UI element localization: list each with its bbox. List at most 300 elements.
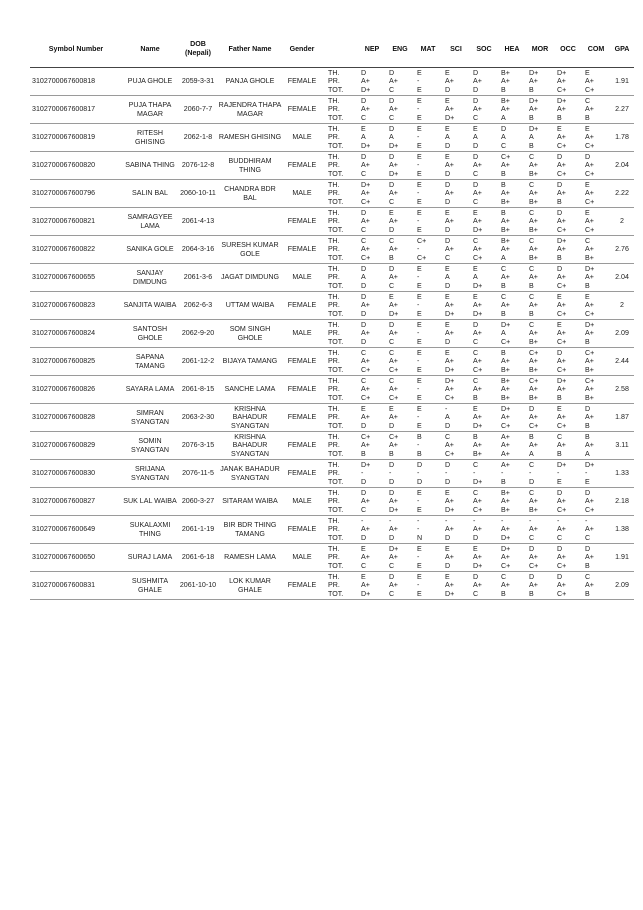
grade-th: E (557, 320, 562, 329)
grade-th: E (417, 348, 422, 357)
grade-th: C (473, 348, 479, 357)
dob-cell: 2060-7-7 (183, 105, 213, 114)
header-nep: NEP (358, 31, 386, 68)
grade-cell-sci (442, 404, 470, 432)
grade-stack (386, 405, 414, 431)
grade-stack (554, 293, 582, 319)
grade-th: B+ (501, 236, 510, 245)
grade-pr: A+ (585, 581, 594, 590)
grade-pr: A+ (389, 245, 398, 254)
grade-type-pr: PR. (328, 553, 340, 562)
grade-tot: B (501, 589, 506, 598)
symbol-number-cell: 3102700067600827 (32, 497, 96, 506)
grade-th: E (417, 180, 422, 189)
grade-stack (386, 461, 414, 487)
grade-cell-nep (358, 404, 386, 432)
grade-tot: C+ (557, 421, 567, 430)
grade-cell-eng (386, 68, 414, 96)
grade-pr: A+ (529, 245, 538, 254)
dob-cell: 2063-2-30 (181, 413, 215, 422)
grade-cell-nep (358, 292, 386, 320)
gender-cell: FEMALE (287, 469, 317, 478)
grade-stack (358, 125, 386, 151)
grade-th: E (445, 348, 450, 357)
grade-type-tot: TOT. (328, 365, 344, 374)
grade-th: E (473, 124, 478, 133)
grade-stack (442, 153, 470, 179)
grade-th: C+ (417, 236, 427, 245)
grade-type-stack (326, 125, 358, 151)
grade-tot: D+ (501, 533, 511, 542)
grade-th: E (417, 208, 422, 217)
grade-tot: C+ (585, 169, 595, 178)
grade-tot: C+ (501, 421, 511, 430)
grade-type-stack (326, 377, 358, 403)
grade-tot: D+ (389, 309, 399, 318)
grade-stack (498, 405, 526, 431)
grade-type-labels (322, 348, 358, 376)
grade-stack (526, 545, 554, 571)
grade-stack (470, 265, 498, 291)
grade-cell-nep (358, 544, 386, 572)
grade-stack (470, 349, 498, 375)
grade-tot: D (529, 477, 535, 486)
grade-th: E (445, 152, 450, 161)
grade-tot: B (585, 589, 590, 598)
grade-pr: A+ (361, 329, 370, 338)
grade-tot: C+ (361, 393, 371, 402)
grade-pr: A+ (473, 161, 482, 170)
grade-th: E (473, 544, 478, 553)
grade-th: C (501, 572, 507, 581)
grade-tot: C+ (557, 365, 567, 374)
student-name-cell: SUSHMITA GHALE (131, 576, 169, 594)
grade-type-th: TH. (328, 124, 340, 133)
grade-pr: A (473, 273, 478, 282)
grade-pr: A+ (389, 329, 398, 338)
grade-th: D (361, 96, 367, 105)
grade-tot: D+ (473, 309, 483, 318)
grade-stack (498, 321, 526, 347)
grade-stack (442, 433, 470, 459)
grade-tot: C (389, 197, 395, 206)
grade-tot: B+ (529, 337, 538, 346)
grade-tot: C+ (361, 197, 371, 206)
grade-stack (386, 433, 414, 459)
grade-pr: A+ (501, 357, 510, 366)
grade-tot: C+ (585, 197, 595, 206)
father-name-cell: RAMESH GHISING (218, 133, 282, 142)
grade-type-labels (322, 572, 358, 600)
grade-stack (414, 377, 442, 403)
grade-tot: C (473, 589, 479, 598)
results-sheet (30, 31, 630, 600)
grade-type-stack (326, 293, 358, 319)
grade-pr: - (361, 469, 364, 478)
grade-tot: D+ (361, 141, 371, 150)
grade-pr: A+ (585, 525, 594, 534)
grade-stack (470, 181, 498, 207)
grade-cell-soc (470, 96, 498, 124)
grade-pr: A+ (389, 441, 398, 450)
grade-type-th: TH. (328, 460, 340, 469)
grade-tot: D (361, 477, 367, 486)
grade-type-stack (326, 573, 358, 599)
grade-pr: A+ (529, 77, 538, 86)
grade-pr: A+ (585, 189, 594, 198)
grade-cell-mat (414, 180, 442, 208)
grade-tot: C+ (501, 337, 511, 346)
grade-pr: A (361, 133, 366, 142)
grade-pr: A+ (585, 77, 594, 86)
grade-stack (386, 97, 414, 123)
father-name-cell: SANCHE LAMA (224, 385, 276, 394)
grade-th: D (445, 236, 451, 245)
grade-pr: A+ (557, 301, 566, 310)
grade-tot: C+ (389, 365, 399, 374)
grade-th: E (585, 208, 590, 217)
header-symbol-number: Symbol Number (30, 31, 122, 68)
grade-stack (358, 377, 386, 403)
gpa-cell: 2.04 (615, 273, 629, 282)
grade-stack (582, 293, 610, 319)
grade-th: C (473, 488, 479, 497)
grade-pr: A+ (361, 161, 370, 170)
grade-tot: C (361, 561, 367, 570)
grade-stack (582, 489, 610, 515)
grade-stack (414, 489, 442, 515)
grade-cell-hea (498, 404, 526, 432)
grade-th: - (417, 516, 420, 525)
grade-stack (582, 573, 610, 599)
grade-cell-soc (470, 180, 498, 208)
grade-stack (526, 97, 554, 123)
grade-pr: - (417, 497, 420, 506)
grade-th: C (529, 264, 535, 273)
grade-tot: C (585, 533, 591, 542)
grade-tot: N (417, 533, 423, 542)
grade-tot: C (389, 85, 395, 94)
grade-pr: A+ (557, 357, 566, 366)
grade-stack (582, 181, 610, 207)
grade-stack (470, 573, 498, 599)
grade-cell-occ (554, 236, 582, 264)
grade-th: E (417, 544, 422, 553)
grade-pr: - (417, 161, 420, 170)
grade-cell-com (582, 348, 610, 376)
grade-tot: C+ (557, 561, 567, 570)
grade-th: D (529, 404, 535, 413)
grade-th: C (585, 236, 591, 245)
father-name-cell: BIR BDR THING TAMANG (223, 520, 277, 538)
grade-cell-mor (526, 488, 554, 516)
grade-cell-soc (470, 432, 498, 460)
grade-stack (442, 321, 470, 347)
grade-cell-soc (470, 516, 498, 544)
father-name-cell: RAJENDRA THAPA MAGAR (218, 100, 282, 118)
grade-tot: D (473, 85, 479, 94)
grade-th: E (445, 264, 450, 273)
grade-type-pr: PR. (328, 301, 340, 310)
grade-pr: A+ (585, 133, 594, 142)
student-name-cell: SUKALAXMI THING (129, 520, 171, 538)
grade-pr: A+ (585, 413, 594, 422)
grade-tot: E (417, 421, 422, 430)
symbol-number-cell: 3102700067600821 (32, 217, 96, 226)
grade-stack (498, 517, 526, 543)
grade-pr: A+ (585, 357, 594, 366)
grade-pr: A+ (585, 441, 594, 450)
student-name-cell: SURAJ LAMA (127, 553, 173, 562)
father-name-cell: JAGAT DIMDUNG (220, 273, 280, 282)
grade-th: D+ (557, 236, 567, 245)
grade-tot: B (557, 113, 562, 122)
grade-cell-mat (414, 96, 442, 124)
grade-cell-nep (358, 432, 386, 460)
grade-pr: A+ (473, 525, 482, 534)
grade-cell-mat (414, 376, 442, 404)
grade-type-tot: TOT. (328, 505, 344, 514)
grade-pr: A+ (361, 217, 370, 226)
grade-pr: A+ (501, 105, 510, 114)
grade-stack (414, 461, 442, 487)
grade-stack (358, 321, 386, 347)
grade-tot: B (501, 309, 506, 318)
grade-cell-nep (358, 264, 386, 292)
gender-cell: FEMALE (287, 413, 317, 422)
grade-th: E (417, 124, 422, 133)
father-name-cell: CHANDRA BDR BAL (224, 184, 276, 202)
grade-pr: A+ (501, 553, 510, 562)
grade-cell-eng (386, 544, 414, 572)
grade-tot: E (417, 85, 422, 94)
grade-cell-nep (358, 96, 386, 124)
grade-type-stack (326, 433, 358, 459)
grade-pr: - (417, 329, 420, 338)
gpa-cell: 3.11 (615, 441, 629, 450)
grade-cell-mor (526, 516, 554, 544)
grade-pr: A+ (585, 273, 594, 282)
grade-tot: C+ (585, 505, 595, 514)
grade-th: E (417, 264, 422, 273)
grade-tot: D+ (473, 225, 483, 234)
grade-stack (386, 125, 414, 151)
grade-tot: C+ (473, 253, 483, 262)
gpa-cell: 2.76 (615, 245, 629, 254)
symbol-number-cell: 3102700067600822 (32, 245, 96, 254)
grade-pr: A+ (361, 413, 370, 422)
gender-cell: FEMALE (287, 105, 317, 114)
grade-pr: A (501, 133, 506, 142)
grade-stack (386, 181, 414, 207)
grade-th: - (473, 516, 476, 525)
grade-cell-eng (386, 124, 414, 152)
grade-th: E (361, 124, 366, 133)
gpa-cell: 2.22 (615, 189, 629, 198)
grade-tot: A+ (501, 449, 510, 458)
grade-stack (554, 69, 582, 95)
grade-cell-hea (498, 320, 526, 348)
grade-cell-com (582, 404, 610, 432)
table-row (30, 516, 634, 544)
table-row (30, 152, 634, 180)
grade-pr: A+ (501, 525, 510, 534)
grade-tot: B (557, 197, 562, 206)
grade-pr: - (417, 189, 420, 198)
grade-tot: C+ (557, 337, 567, 346)
grade-tot: B+ (501, 225, 510, 234)
grade-cell-hea (498, 432, 526, 460)
grade-type-pr: PR. (328, 413, 340, 422)
grade-tot: D (389, 225, 395, 234)
header-sci: SCI (442, 31, 470, 68)
grade-tot: C+ (445, 449, 455, 458)
grade-pr: - (417, 553, 420, 562)
grade-type-th: TH. (328, 488, 340, 497)
grade-tot: B+ (529, 253, 538, 262)
grade-cell-soc (470, 404, 498, 432)
grade-th: C (529, 320, 535, 329)
header-grade-type (322, 31, 358, 68)
grade-pr: A+ (557, 525, 566, 534)
grade-stack (498, 153, 526, 179)
grade-tot: D (445, 561, 451, 570)
grade-type-tot: TOT. (328, 561, 344, 570)
symbol-number-cell: 3102700067600818 (32, 77, 96, 86)
grade-cell-occ (554, 488, 582, 516)
table-row (30, 236, 634, 264)
grade-th: E (417, 488, 422, 497)
grade-stack (358, 97, 386, 123)
grade-type-th: TH. (328, 180, 340, 189)
grade-type-tot: TOT. (328, 309, 344, 318)
grade-cell-eng (386, 348, 414, 376)
grade-stack (526, 209, 554, 235)
grade-cell-hea (498, 68, 526, 96)
grade-stack (470, 321, 498, 347)
grade-th: D (557, 488, 563, 497)
grade-pr: - (417, 385, 420, 394)
grade-cell-com (582, 236, 610, 264)
grade-tot: E (417, 561, 422, 570)
grade-stack (554, 517, 582, 543)
grade-cell-nep (358, 572, 386, 600)
grade-th: D (557, 348, 563, 357)
grade-type-th: TH. (328, 348, 340, 357)
grade-cell-mor (526, 544, 554, 572)
grade-th: E (445, 544, 450, 553)
grade-pr: A+ (557, 581, 566, 590)
gender-cell: MALE (292, 329, 312, 338)
grade-stack (470, 69, 498, 95)
grade-stack (442, 489, 470, 515)
grade-tot: B (389, 253, 394, 262)
grade-cell-occ (554, 152, 582, 180)
grade-cell-mat (414, 124, 442, 152)
grade-th: D (473, 68, 479, 77)
grade-pr: A+ (389, 189, 398, 198)
grade-tot: C (389, 561, 395, 570)
grade-cell-nep (358, 208, 386, 236)
grade-tot: D (445, 421, 451, 430)
grade-pr: A (445, 273, 450, 282)
grade-th: E (417, 96, 422, 105)
grade-tot: C+ (557, 85, 567, 94)
grade-pr: A (445, 413, 450, 422)
grade-cell-com (582, 96, 610, 124)
grade-th: D+ (501, 320, 511, 329)
grade-pr: A+ (557, 273, 566, 282)
grade-stack (526, 489, 554, 515)
grade-cell-eng (386, 236, 414, 264)
grade-type-th: TH. (328, 404, 340, 413)
grade-cell-nep (358, 320, 386, 348)
gpa-cell: 2.18 (615, 497, 629, 506)
gpa-cell: 2 (620, 301, 624, 310)
grade-cell-nep (358, 180, 386, 208)
grade-type-th: TH. (328, 264, 340, 273)
grade-cell-eng (386, 516, 414, 544)
header-name: Name (122, 31, 178, 68)
grade-stack (470, 489, 498, 515)
gender-cell: FEMALE (287, 385, 317, 394)
grade-stack (358, 153, 386, 179)
grade-type-tot: TOT. (328, 281, 344, 290)
grade-tot: D (361, 533, 367, 542)
grade-cell-mor (526, 348, 554, 376)
grade-pr: - (445, 469, 448, 478)
grade-tot: D+ (473, 477, 483, 486)
grade-stack (582, 405, 610, 431)
grade-stack (442, 517, 470, 543)
dob-cell: 2061-4-13 (181, 217, 215, 226)
results-body (30, 68, 634, 600)
grade-stack (526, 125, 554, 151)
grade-tot: B+ (585, 393, 594, 402)
grade-type-th: TH. (328, 544, 340, 553)
grade-pr: A+ (389, 301, 398, 310)
dob-cell: 2062-9-20 (181, 329, 215, 338)
grade-cell-occ (554, 124, 582, 152)
grade-stack (554, 153, 582, 179)
grade-tot: D+ (361, 85, 371, 94)
symbol-number-cell: 3102700067600796 (32, 189, 96, 198)
grade-th: D (389, 124, 395, 133)
grade-stack (498, 293, 526, 319)
grade-stack (554, 321, 582, 347)
symbol-number-cell: 3102700067600817 (32, 105, 96, 114)
grade-stack (414, 153, 442, 179)
grade-cell-occ (554, 404, 582, 432)
header-row (30, 31, 634, 68)
grade-th: E (445, 488, 450, 497)
grade-stack (386, 69, 414, 95)
grade-cell-occ (554, 68, 582, 96)
grade-pr: A+ (529, 413, 538, 422)
grade-type-pr: PR. (328, 217, 340, 226)
grade-cell-mor (526, 460, 554, 488)
grade-tot: B (529, 113, 534, 122)
grade-cell-mat (414, 572, 442, 600)
gpa-cell: 1.38 (615, 525, 629, 534)
grade-pr: A+ (529, 553, 538, 562)
grade-th: D+ (361, 460, 371, 469)
grade-pr: A+ (557, 245, 566, 254)
grade-pr: - (417, 469, 420, 478)
gender-cell: MALE (292, 189, 312, 198)
grade-stack (554, 461, 582, 487)
grade-stack (414, 321, 442, 347)
